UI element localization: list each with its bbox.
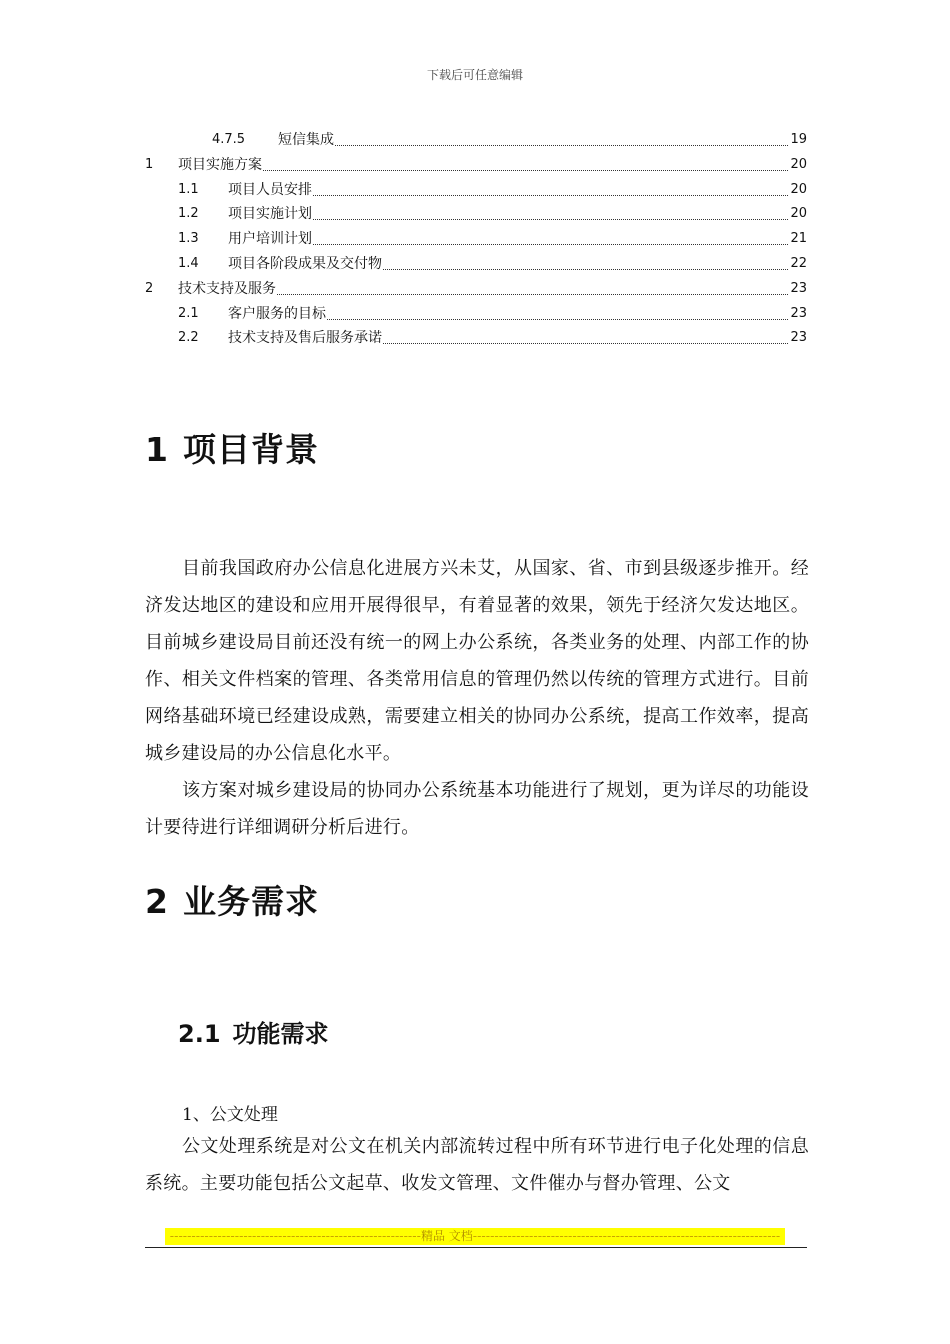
toc-page-number: 23 — [790, 330, 807, 346]
footer-dashes-left: ---------------------------------------------------------- — [169, 1229, 421, 1243]
paragraph: 公文处理系统是对公文在机关内部流转过程中所有环节进行电子化处理的信息系统。主要功能包括公文起草、收发文管理、文件催办与督办管理、公文 — [145, 1136, 809, 1194]
toc-page-number: 20 — [790, 181, 807, 197]
toc-leader-dots — [383, 342, 788, 344]
toc-row[interactable] — [145, 149, 807, 174]
subsection-heading — [178, 1014, 329, 1049]
paragraph: 该方案对城乡建设局的协同办公系统基本功能进行了规划，更为详尽的功能设计要待进行详细调研分析后进行。 — [145, 780, 809, 838]
toc-number: 1.2 — [178, 206, 199, 222]
toc-page-number: 20 — [790, 206, 807, 222]
footer-label: 精品 文档 — [420, 1229, 473, 1243]
toc-title: 技术支持及售后服务承诺 — [228, 330, 382, 347]
toc-title: 客户服务的目标 — [228, 305, 326, 322]
toc-leader-dots — [327, 318, 788, 320]
toc-number: 2 — [145, 280, 154, 296]
toc-number: 1.1 — [178, 181, 199, 197]
toc-row[interactable] — [178, 174, 807, 199]
section-number: 1 — [145, 430, 169, 469]
toc-page-number: 22 — [790, 256, 807, 271]
toc-row[interactable] — [178, 198, 807, 223]
section-title: 项目背景 — [182, 430, 319, 469]
footer-dashes-right: ----------------------------------------------------------------------- — [472, 1229, 781, 1243]
paragraph: 目前我国政府办公信息化进展方兴未艾，从国家、省、市到县级逐步推开。经济发达地区的建设和应用开展得很早，有着显著的效果，领先于经济欠发达地区。目前城乡建设局目前还没有统一的网上办公系统，各类业务的处理、内部工作的协作、相关文件档案的管理、各类常用信息的管理仍然以传统的管理方式进行。目前网络基础环境已经建设成熟，需要建立相关的协同办公系统，提高工作效率，提高城乡建设局的办公信息化水平。 — [145, 558, 809, 764]
toc-title: 项目实施方案 — [178, 156, 262, 173]
toc-leader-dots — [263, 169, 788, 171]
toc-number: 2.2 — [178, 330, 199, 346]
toc-title: 项目实施计划 — [228, 206, 312, 223]
toc-leader-dots — [313, 194, 788, 196]
toc-number: 1 — [145, 156, 154, 172]
toc-row[interactable] — [178, 322, 807, 347]
toc-title: 项目各阶段成果及交付物 — [228, 256, 382, 272]
header-note: 下载后可任意编辑 — [426, 68, 523, 82]
toc-row[interactable] — [145, 273, 807, 298]
toc-row[interactable] — [212, 124, 807, 149]
toc-leader-dots — [313, 218, 788, 220]
toc-leader-dots — [277, 293, 788, 295]
toc-row[interactable] — [178, 223, 807, 248]
toc-page-number: 21 — [790, 231, 807, 247]
section-heading-1 — [145, 424, 319, 471]
toc-number: 4.7.5 — [212, 132, 246, 147]
section-heading-2 — [145, 876, 319, 923]
toc-number: 1.3 — [178, 231, 199, 247]
toc-title: 项目人员安排 — [228, 181, 312, 198]
section-number: 2 — [145, 882, 169, 921]
footer-rule — [145, 1247, 807, 1248]
section-title: 业务需求 — [182, 882, 319, 921]
toc-title: 技术支持及服务 — [178, 280, 276, 297]
subsection-number: 2.1 — [178, 1020, 221, 1048]
toc-page-number: 19 — [790, 132, 807, 147]
toc-title: 短信集成 — [278, 132, 334, 148]
subsection-title: 功能需求 — [232, 1020, 329, 1048]
toc-number: 2.1 — [178, 305, 199, 321]
toc-number: 1.4 — [178, 256, 199, 271]
item-label: 1、公文处理 — [182, 1105, 278, 1125]
toc-leader-dots — [313, 243, 788, 245]
toc-title: 用户培训计划 — [228, 231, 312, 248]
toc-page-number: 23 — [790, 280, 807, 296]
toc-leader-dots — [383, 268, 788, 270]
toc-page-number: 20 — [790, 156, 807, 172]
footer-banner — [165, 1228, 785, 1245]
toc-row[interactable] — [178, 248, 807, 273]
toc-leader-dots — [335, 144, 788, 146]
toc-row[interactable] — [178, 298, 807, 323]
toc-page-number: 23 — [790, 305, 807, 321]
